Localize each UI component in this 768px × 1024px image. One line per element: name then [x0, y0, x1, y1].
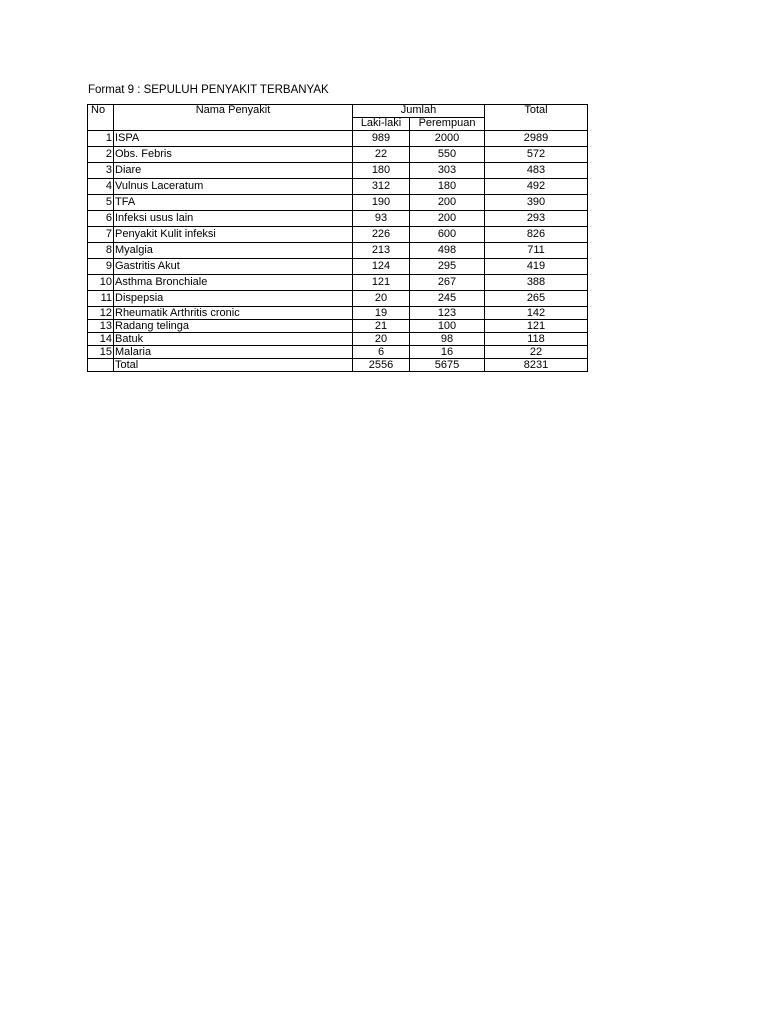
table-row — [88, 227, 588, 243]
table-row — [88, 259, 588, 275]
row-total: 711 — [485, 243, 588, 259]
total-row-female: 5675 — [410, 359, 485, 372]
row-name: TFA — [114, 195, 353, 211]
row-name: Penyakit Kulit infeksi — [114, 227, 353, 243]
row-total: 293 — [485, 211, 588, 227]
row-female: 2000 — [410, 131, 485, 147]
row-male: 213 — [353, 243, 410, 259]
row-no: 14 — [88, 333, 114, 346]
row-no: 3 — [88, 163, 114, 179]
table-row — [88, 307, 588, 320]
row-name: Vulnus Laceratum — [114, 179, 353, 195]
row-male: 21 — [353, 320, 410, 333]
row-no: 7 — [88, 227, 114, 243]
row-total: 826 — [485, 227, 588, 243]
table-row — [88, 320, 588, 333]
table-row — [88, 147, 588, 163]
row-name: Gastritis Akut — [114, 259, 353, 275]
row-no: 13 — [88, 320, 114, 333]
row-total: 388 — [485, 275, 588, 291]
row-male: 312 — [353, 179, 410, 195]
row-female: 200 — [410, 211, 485, 227]
row-male: 22 — [353, 147, 410, 163]
row-name: Dispepsia — [114, 291, 353, 307]
row-no: 4 — [88, 179, 114, 195]
row-name: Diare — [114, 163, 353, 179]
header-jumlah: Jumlah — [353, 105, 485, 118]
row-female: 295 — [410, 259, 485, 275]
total-row — [88, 359, 588, 372]
row-total: 265 — [485, 291, 588, 307]
row-female: 600 — [410, 227, 485, 243]
total-row-total: 8231 — [485, 359, 588, 372]
table-row — [88, 243, 588, 259]
table-row — [88, 346, 588, 359]
row-total: 390 — [485, 195, 588, 211]
row-total: 483 — [485, 163, 588, 179]
row-name: Myalgia — [114, 243, 353, 259]
row-female: 303 — [410, 163, 485, 179]
table-row — [88, 333, 588, 346]
header-total: Total — [485, 105, 588, 131]
row-female: 16 — [410, 346, 485, 359]
row-total: 118 — [485, 333, 588, 346]
row-male: 190 — [353, 195, 410, 211]
row-male: 121 — [353, 275, 410, 291]
row-total: 22 — [485, 346, 588, 359]
row-no: 2 — [88, 147, 114, 163]
row-no: 6 — [88, 211, 114, 227]
row-male: 989 — [353, 131, 410, 147]
row-female: 245 — [410, 291, 485, 307]
row-male: 180 — [353, 163, 410, 179]
total-row-male: 2556 — [353, 359, 410, 372]
row-name: Asthma Bronchiale — [114, 275, 353, 291]
row-male: 124 — [353, 259, 410, 275]
table-row — [88, 275, 588, 291]
row-total: 572 — [485, 147, 588, 163]
row-female: 267 — [410, 275, 485, 291]
row-name: ISPA — [114, 131, 353, 147]
table-row — [88, 195, 588, 211]
header-name: Nama Penyakit — [114, 105, 353, 131]
row-male: 6 — [353, 346, 410, 359]
row-no: 15 — [88, 346, 114, 359]
row-male: 19 — [353, 307, 410, 320]
row-name: Batuk — [114, 333, 353, 346]
table-row — [88, 211, 588, 227]
header-female: Perempuan — [410, 118, 485, 131]
row-male: 226 — [353, 227, 410, 243]
total-row-blank — [88, 359, 114, 372]
row-name: Rheumatik Arthritis cronic — [114, 307, 353, 320]
row-no: 9 — [88, 259, 114, 275]
row-no: 5 — [88, 195, 114, 211]
header-no: No — [88, 105, 114, 131]
row-male: 93 — [353, 211, 410, 227]
row-no: 12 — [88, 307, 114, 320]
header-row — [88, 105, 588, 118]
row-no: 8 — [88, 243, 114, 259]
table-row — [88, 163, 588, 179]
disease-table — [87, 104, 588, 372]
table-row — [88, 131, 588, 147]
row-total: 2989 — [485, 131, 588, 147]
row-female: 123 — [410, 307, 485, 320]
row-male: 20 — [353, 333, 410, 346]
row-no: 1 — [88, 131, 114, 147]
row-female: 498 — [410, 243, 485, 259]
row-female: 100 — [410, 320, 485, 333]
total-row-label: Total — [114, 359, 353, 372]
row-total: 121 — [485, 320, 588, 333]
row-name: Obs. Febris — [114, 147, 353, 163]
table-row — [88, 179, 588, 195]
row-total: 419 — [485, 259, 588, 275]
row-female: 98 — [410, 333, 485, 346]
row-name: Radang telinga — [114, 320, 353, 333]
page-title: Format 9 : SEPULUH PENYAKIT TERBANYAK — [88, 84, 329, 96]
row-male: 20 — [353, 291, 410, 307]
row-total: 492 — [485, 179, 588, 195]
row-no: 10 — [88, 275, 114, 291]
row-name: Infeksi usus lain — [114, 211, 353, 227]
row-female: 200 — [410, 195, 485, 211]
row-no: 11 — [88, 291, 114, 307]
row-name: Malaria — [114, 346, 353, 359]
table-row — [88, 291, 588, 307]
row-total: 142 — [485, 307, 588, 320]
row-female: 550 — [410, 147, 485, 163]
row-female: 180 — [410, 179, 485, 195]
header-male: Laki-laki — [353, 118, 410, 131]
